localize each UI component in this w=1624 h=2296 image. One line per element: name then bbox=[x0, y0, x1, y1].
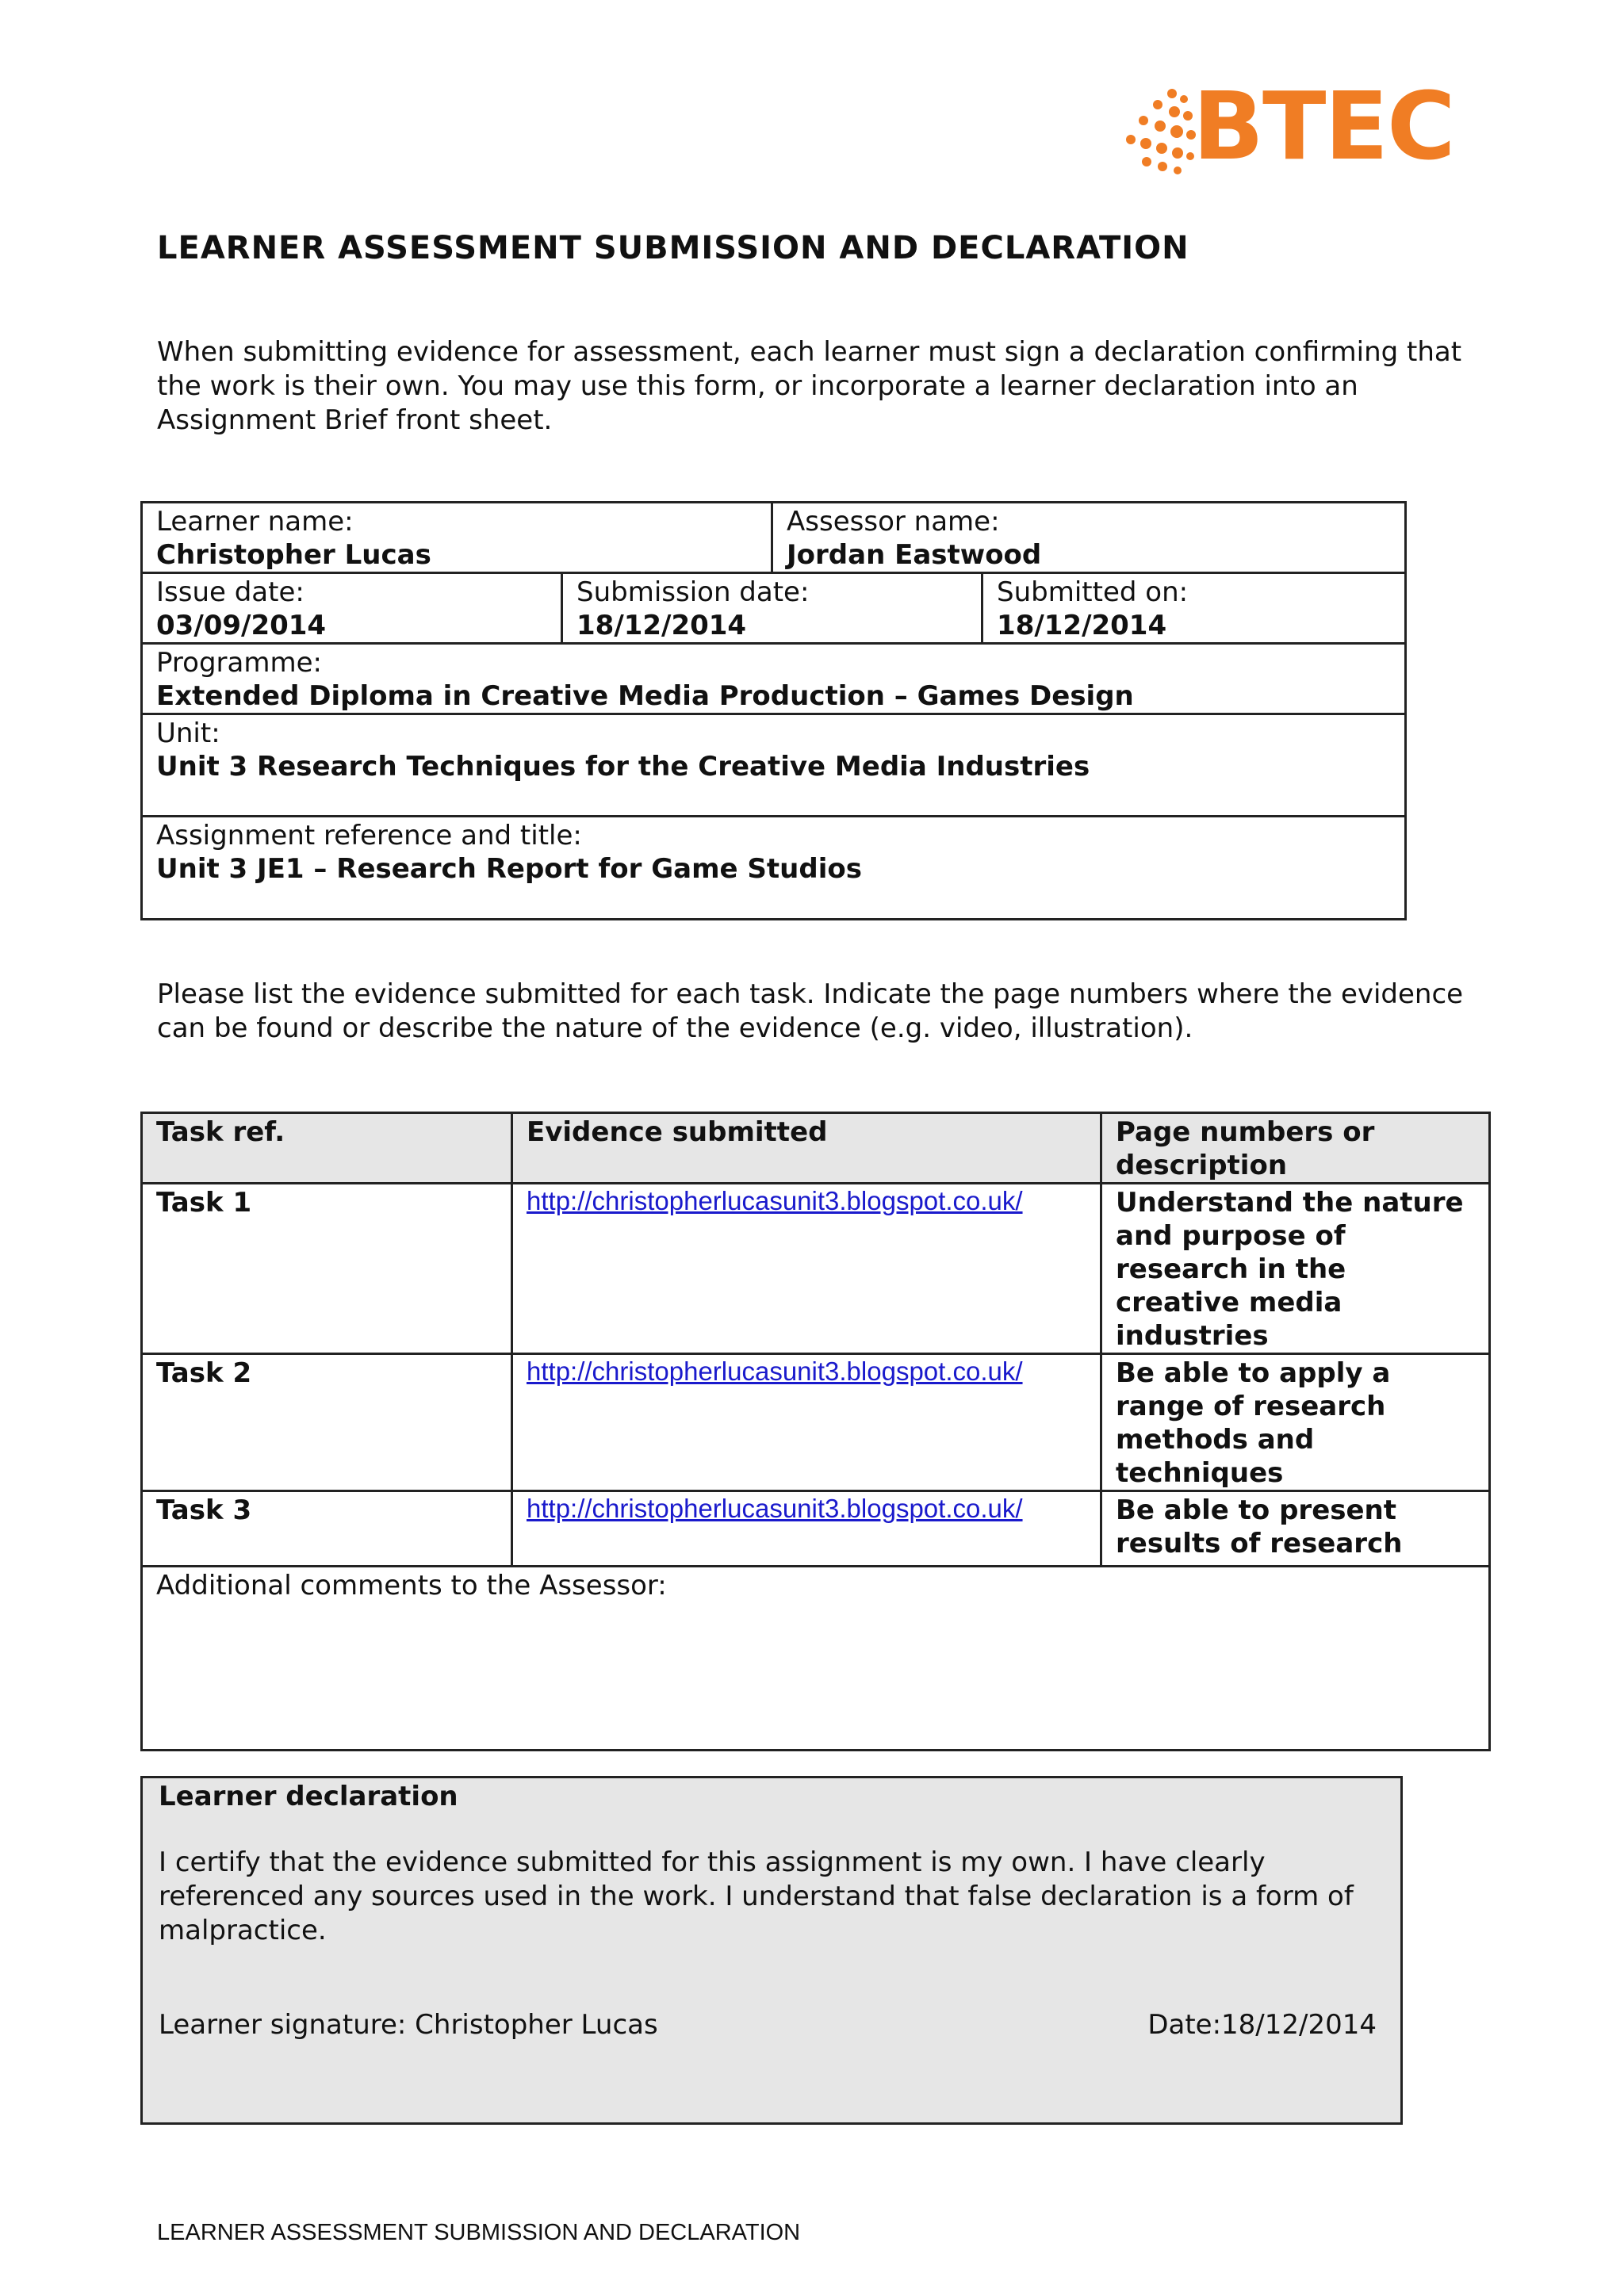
header-evidence-submitted: Evidence submitted bbox=[512, 1113, 1101, 1184]
declaration-text: I certify that the evidence submitted for this assignment is my own. I have clearly referenced any sources used in the work. I understand that false declaration is a form of malpractice. bbox=[159, 1846, 1354, 1946]
additional-comments-label: Additional comments to the Assessor: bbox=[156, 1570, 667, 1601]
programme-cell bbox=[142, 644, 1406, 714]
assignment-cell bbox=[142, 817, 1406, 920]
logo-dots-icon bbox=[1124, 89, 1197, 178]
issue-date-cell bbox=[142, 573, 562, 644]
table-row bbox=[142, 1491, 1490, 1567]
unit-cell bbox=[142, 714, 1406, 817]
assignment-value: Unit 3 JE1 – Research Report for Game Studios bbox=[156, 853, 862, 885]
evidence-link[interactable]: http://christopherlucasunit3.blogspot.co.uk/ bbox=[512, 1491, 1101, 1567]
submitted-on-value: 18/12/2014 bbox=[997, 610, 1167, 641]
table-row bbox=[142, 1354, 1490, 1491]
evidence-description: Be able to present results of research bbox=[1101, 1491, 1490, 1567]
assessor-name-label: Assessor name: bbox=[787, 506, 1000, 538]
learner-signature: Learner signature: Christopher Lucas bbox=[159, 2009, 658, 2041]
unit-label: Unit: bbox=[156, 718, 220, 749]
submitted-on-cell bbox=[982, 573, 1406, 644]
evidence-link[interactable]: http://christopherlucasunit3.blogspot.co.uk/ bbox=[512, 1354, 1101, 1491]
learner-declaration-box bbox=[140, 1776, 1403, 2125]
task-ref-cell: Task 3 bbox=[142, 1491, 512, 1567]
submission-date-cell bbox=[562, 573, 982, 644]
evidence-intro-text: Please list the evidence submitted for each task. Indicate the page numbers where the evidence can be found or describe the nature of the evidence (e.g. video, illustration). bbox=[157, 978, 1464, 1044]
header-task-ref: Task ref. bbox=[142, 1113, 512, 1184]
learner-name-label: Learner name: bbox=[156, 506, 354, 538]
assessor-name-value: Jordan Eastwood bbox=[787, 539, 1042, 571]
issue-date-label: Issue date: bbox=[156, 576, 304, 608]
additional-comments-cell[interactable] bbox=[142, 1567, 1490, 1751]
submission-date-value: 18/12/2014 bbox=[576, 610, 747, 641]
issue-date-value: 03/09/2014 bbox=[156, 610, 327, 641]
evidence-description: Understand the nature and purpose of research in the creative media industries bbox=[1101, 1184, 1490, 1354]
logo-text: BTEC bbox=[1193, 71, 1454, 181]
header-page-numbers: Page numbers or description bbox=[1101, 1113, 1490, 1184]
evidence-table bbox=[140, 1112, 1491, 1751]
declaration-heading: Learner declaration bbox=[159, 1781, 458, 1812]
learner-name-cell bbox=[142, 503, 772, 573]
assessor-name-cell bbox=[772, 503, 1406, 573]
submission-date-label: Submission date: bbox=[576, 576, 810, 608]
intro-text: When submitting evidence for assessment, each learner must sign a declaration confirming that the work is their own. You may use this form, or incorporate a learner declaration into an Assignment Brief front sheet. bbox=[157, 336, 1462, 436]
page-footer: LEARNER ASSESSMENT SUBMISSION AND DECLARATION bbox=[157, 2220, 801, 2245]
declaration-date: Date:18/12/2014 bbox=[1147, 2009, 1377, 2041]
learner-name-value: Christopher Lucas bbox=[156, 539, 431, 571]
programme-value: Extended Diploma in Creative Media Production – Games Design bbox=[156, 680, 1134, 712]
evidence-description: Be able to apply a range of research methods and techniques bbox=[1101, 1354, 1490, 1491]
details-table bbox=[140, 501, 1407, 920]
task-ref-cell: Task 2 bbox=[142, 1354, 512, 1491]
unit-value: Unit 3 Research Techniques for the Creative Media Industries bbox=[156, 751, 1090, 783]
table-row bbox=[142, 1184, 1490, 1354]
btec-logo bbox=[1124, 71, 1454, 186]
task-ref-cell: Task 1 bbox=[142, 1184, 512, 1354]
programme-label: Programme: bbox=[156, 647, 322, 679]
assignment-label: Assignment reference and title: bbox=[156, 820, 582, 851]
submitted-on-label: Submitted on: bbox=[997, 576, 1189, 608]
page-title: LEARNER ASSESSMENT SUBMISSION AND DECLARATION bbox=[157, 230, 1189, 266]
evidence-link[interactable]: http://christopherlucasunit3.blogspot.co.uk/ bbox=[512, 1184, 1101, 1354]
